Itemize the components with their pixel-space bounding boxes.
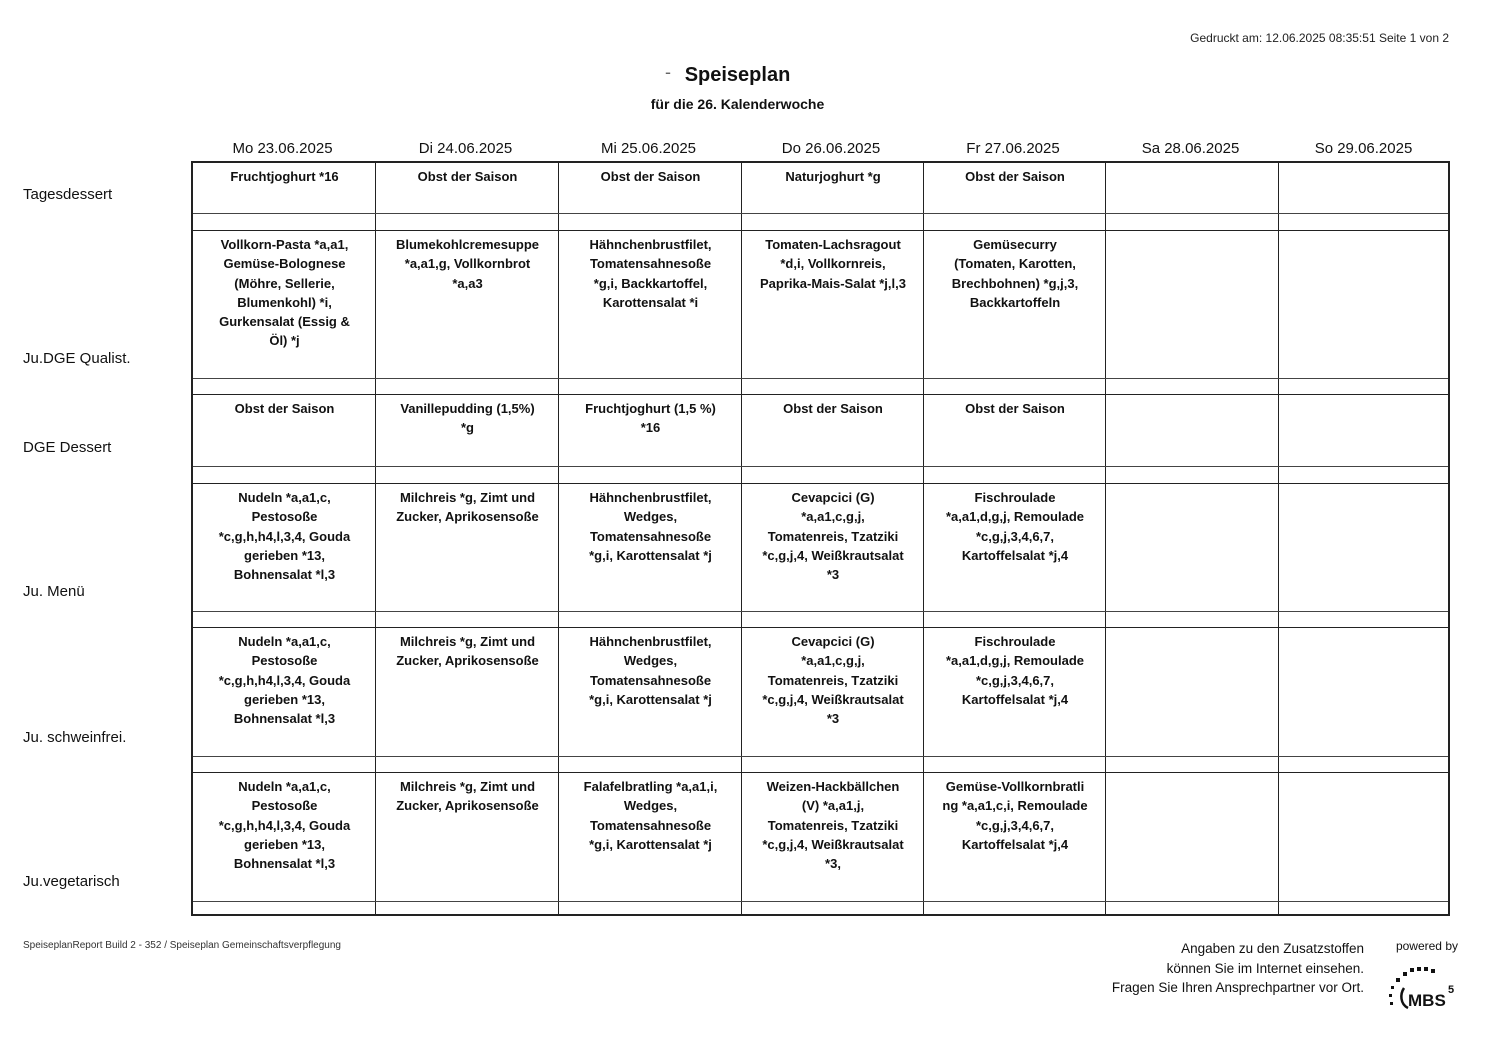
- menu-cell-line: Obst der Saison: [600, 169, 701, 184]
- menu-cell-line: Wedges,: [623, 653, 678, 669]
- menu-cell: [744, 777, 922, 873]
- menu-cell: [195, 488, 374, 584]
- menu-cell: [744, 632, 922, 728]
- menu-cell: [744, 488, 922, 584]
- menu-cell-line: Tomaten-Lachsragout: [765, 237, 901, 252]
- menu-cell-line: Blumekohlcremesuppe: [395, 237, 540, 252]
- menu-cell-line: Falafelbratling *a,a1,i,: [583, 779, 718, 794]
- menu-cell-line: Brechbohnen) *g,j,3,: [951, 275, 1079, 291]
- menu-cell-line: *a,a1,g, Vollkornbrot: [404, 256, 531, 272]
- menu-cell: [744, 235, 922, 293]
- row-separator: [193, 901, 1448, 902]
- menu-cell: [195, 632, 374, 728]
- page-subtitle: für die 26. Kalenderwoche: [650, 96, 825, 112]
- menu-cell-line: *3: [826, 567, 840, 583]
- menu-cell-line: *c,g,j,4, Weißkrautsalat: [762, 547, 904, 563]
- menu-cell: [378, 235, 557, 293]
- menu-cell-line: *c,g,h,h4,l,3,4, Gouda: [218, 672, 351, 688]
- column-divider: [375, 163, 376, 914]
- menu-cell-line: Hähnchenbrustfilet,: [589, 237, 712, 252]
- menu-cell-line: *a,a3: [452, 275, 483, 291]
- menu-cell-line: Nudeln *a,a1,c,: [238, 490, 331, 505]
- menu-cell: [561, 235, 740, 312]
- day-header: Do 26.06.2025: [781, 140, 881, 157]
- row-label: Ju. schweinfrei.: [23, 729, 127, 746]
- menu-cell: [926, 777, 1104, 854]
- menu-cell-line: (V) *a,a1,j,: [801, 798, 865, 814]
- menu-cell-line: Naturjoghurt *g: [785, 169, 881, 184]
- menu-cell-line: Tomatensahnesoße: [589, 528, 712, 544]
- day-header: Mi 25.06.2025: [600, 140, 697, 157]
- menu-cell-line: Zucker, Aprikosensoße: [396, 653, 539, 669]
- menu-cell-line: Tomatenreis, Tzatziki: [767, 817, 899, 833]
- menu-cell-line: Zucker, Aprikosensoße: [396, 509, 539, 525]
- menu-cell-line: Fischroulade: [974, 490, 1056, 505]
- menu-cell-line: Milchreis *g, Zimt und: [399, 490, 536, 505]
- menu-cell-line: Obst der Saison: [783, 401, 883, 416]
- row-divider: [193, 483, 1448, 484]
- menu-cell-line: Bohnensalat *l,3: [233, 711, 336, 727]
- day-header: So 29.06.2025: [1314, 140, 1413, 157]
- menu-cell-line: *c,g,j,4, Weißkrautsalat: [762, 691, 904, 707]
- menu-cell-line: *c,g,j,3,4,6,7,: [975, 817, 1055, 833]
- menu-cell: [561, 632, 740, 709]
- menu-cell-line: *3: [826, 711, 840, 727]
- logo-superscript: 5: [1448, 984, 1455, 996]
- logo-text: MBS: [1408, 991, 1446, 1010]
- menu-cell: [378, 632, 557, 671]
- menu-cell-line: Obst der Saison: [417, 169, 518, 184]
- menu-cell-line: Gemüse-Bolognese: [223, 256, 346, 272]
- menu-cell-line: Bohnensalat *l,3: [233, 567, 336, 583]
- menu-cell-line: Hähnchenbrustfilet,: [589, 490, 712, 505]
- menu-cell: [378, 488, 557, 527]
- menu-cell-line: Fruchtjoghurt *16: [230, 169, 339, 184]
- menu-cell-line: Kartoffelsalat *j,4: [961, 547, 1069, 563]
- menu-cell-line: *c,g,h,h4,l,3,4, Gouda: [218, 817, 351, 833]
- menu-cell-line: Paprika-Mais-Salat *j,l,3: [760, 275, 906, 291]
- day-header: Sa 28.06.2025: [1141, 140, 1240, 157]
- menu-cell-line: *a,a1,c,g,j,: [801, 653, 865, 669]
- menu-cell-line: gerieben *13,: [244, 836, 325, 852]
- menu-cell-line: Cevapcici (G): [791, 634, 875, 649]
- menu-cell: [926, 399, 1104, 418]
- menu-cell-line: Tomatensahnesoße: [589, 672, 712, 688]
- menu-cell-line: *g,i, Karottensalat *j: [589, 691, 712, 707]
- printed-timestamp: Gedruckt am: 12.06.2025 08:35:51 Seite 1 von 2: [1190, 31, 1449, 45]
- menu-cell-line: Wedges,: [623, 798, 678, 814]
- menu-cell-line: *3,: [825, 856, 841, 872]
- menu-cell: [195, 167, 374, 186]
- column-divider: [1105, 163, 1106, 914]
- additives-note-line: Fragen Sie Ihren Ansprechpartner vor Ort.: [1111, 980, 1364, 995]
- menu-cell-line: *c,g,h,h4,l,3,4, Gouda: [218, 528, 351, 544]
- menu-cell-line: Tomatensahnesoße: [589, 256, 712, 272]
- day-header: Di 24.06.2025: [418, 140, 513, 157]
- column-divider: [1278, 163, 1279, 914]
- row-label: Ju.DGE Qualist.: [23, 350, 131, 367]
- menu-cell-line: Blumenkohl) *i,: [237, 294, 332, 310]
- menu-cell: [561, 488, 740, 565]
- menu-cell-line: *c,g,j,3,4,6,7,: [975, 528, 1055, 544]
- menu-cell-line: Gurkensalat (Essig &: [219, 314, 350, 330]
- menu-cell-line: Nudeln *a,a1,c,: [238, 779, 331, 794]
- menu-cell-line: *16: [640, 420, 661, 436]
- menu-cell-line: *g,i, Karottensalat *j: [589, 836, 712, 852]
- row-separator: [193, 611, 1448, 612]
- menu-cell-line: Tomatenreis, Tzatziki: [767, 528, 899, 544]
- menu-cell-line: Vanillepudding (1,5%): [400, 401, 535, 416]
- row-divider: [193, 394, 1448, 395]
- menu-cell-line: *c,g,j,4, Weißkrautsalat: [762, 836, 904, 852]
- menu-cell: [195, 235, 374, 351]
- row-divider: [193, 627, 1448, 628]
- column-divider: [741, 163, 742, 914]
- menu-cell-line: Milchreis *g, Zimt und: [399, 779, 536, 794]
- menu-cell: [926, 488, 1104, 565]
- menu-cell: [926, 167, 1104, 186]
- menu-cell-line: Backkartoffeln: [969, 294, 1061, 310]
- menu-cell-line: *g,i, Karottensalat *j: [589, 547, 712, 563]
- menu-cell-line: gerieben *13,: [244, 691, 325, 707]
- menu-cell-line: Cevapcici (G): [791, 490, 875, 505]
- menu-cell-line: Kartoffelsalat *j,4: [961, 691, 1069, 707]
- menu-cell-line: Obst der Saison: [965, 401, 1065, 416]
- column-divider: [923, 163, 924, 914]
- menu-cell-line: Zucker, Aprikosensoße: [396, 798, 539, 814]
- menu-cell-line: Wedges,: [623, 509, 678, 525]
- row-divider: [193, 230, 1448, 231]
- mbs-logo: [1386, 966, 1462, 1012]
- menu-cell: [195, 777, 374, 873]
- menu-cell-line: Milchreis *g, Zimt und: [399, 634, 536, 649]
- menu-cell-line: Tomatensahnesoße: [589, 817, 712, 833]
- menu-cell-line: (Tomaten, Karotten,: [954, 256, 1076, 272]
- menu-cell: [378, 167, 557, 186]
- row-label: DGE Dessert: [23, 439, 112, 456]
- menu-cell: [378, 399, 557, 438]
- menu-cell-line: Pestosoße: [251, 509, 318, 525]
- menu-cell-line: *a,a1,d,g,j, Remoulade: [946, 653, 1084, 669]
- menu-cell-line: *d,i, Vollkornreis,: [780, 256, 886, 272]
- menu-cell-line: *a,a1,c,g,j,: [801, 509, 865, 525]
- row-separator: [193, 756, 1448, 757]
- menu-cell-line: Obst der Saison: [965, 169, 1065, 184]
- menu-cell: [744, 399, 922, 418]
- menu-cell: [744, 167, 922, 186]
- menu-cell-line: Bohnensalat *l,3: [233, 856, 336, 872]
- menu-cell-line: (Möhre, Sellerie,: [234, 275, 335, 291]
- menu-cell-line: Fischroulade: [974, 634, 1056, 649]
- menu-cell-line: Karottensalat *i: [602, 294, 699, 310]
- menu-cell-line: ng *a,a1,c,i, Remoulade: [942, 798, 1088, 814]
- menu-cell-line: Obst der Saison: [234, 401, 335, 416]
- menu-cell: [561, 399, 740, 438]
- row-separator: [193, 466, 1448, 467]
- menu-cell-line: Nudeln *a,a1,c,: [238, 634, 331, 649]
- column-divider: [558, 163, 559, 914]
- menu-cell: [561, 777, 740, 854]
- report-info: SpeiseplanReport Build 2 - 352 / Speiseplan Gemeinschaftsverpflegung: [23, 940, 341, 951]
- row-divider: [193, 772, 1448, 773]
- menu-cell-line: Pestosoße: [251, 798, 318, 814]
- menu-cell-line: Pestosoße: [251, 653, 318, 669]
- row-separator: [193, 378, 1448, 379]
- menu-cell-line: Kartoffelsalat *j,4: [961, 836, 1069, 852]
- day-header: Fr 27.06.2025: [966, 140, 1060, 157]
- row-label: Ju.vegetarisch: [23, 873, 120, 890]
- menu-cell: [926, 235, 1104, 312]
- menu-cell-line: Vollkorn-Pasta *a,a1,: [220, 237, 349, 252]
- menu-cell-line: gerieben *13,: [244, 547, 325, 563]
- additives-note-line: Angaben zu den Zusatzstoffen: [1181, 941, 1364, 956]
- menu-table: [191, 161, 1450, 916]
- row-label: Tagesdessert: [23, 186, 113, 203]
- additives-note: [1112, 939, 1364, 998]
- menu-cell: [561, 167, 740, 186]
- menu-cell: [195, 399, 374, 418]
- menu-cell-line: Gemüsecurry: [973, 237, 1057, 252]
- title-dash-mark: -: [665, 62, 671, 82]
- menu-cell-line: *g,i, Backkartoffel,: [593, 275, 708, 291]
- page-title: Speiseplan: [684, 64, 791, 86]
- menu-cell-line: Weizen-Hackbällchen: [766, 779, 900, 794]
- menu-cell-line: Tomatenreis, Tzatziki: [767, 672, 899, 688]
- menu-cell: [378, 777, 557, 816]
- powered-by-label: powered by: [1395, 939, 1458, 953]
- additives-note-line: können Sie im Internet einsehen.: [1166, 960, 1364, 976]
- menu-cell-line: Öl) *j: [269, 333, 300, 349]
- day-header: Mo 23.06.2025: [232, 140, 333, 157]
- menu-cell-line: Hähnchenbrustfilet,: [589, 634, 712, 649]
- menu-cell-line: *c,g,j,3,4,6,7,: [975, 672, 1055, 688]
- menu-cell-line: Fruchtjoghurt (1,5 %): [585, 401, 716, 416]
- row-separator: [193, 213, 1448, 214]
- menu-cell-line: *g: [461, 420, 474, 436]
- row-label: Ju. Menü: [23, 583, 85, 600]
- menu-cell-line: Gemüse-Vollkornbratli: [945, 779, 1085, 794]
- menu-cell: [926, 632, 1104, 709]
- menu-cell-line: *a,a1,d,g,j, Remoulade: [946, 509, 1084, 525]
